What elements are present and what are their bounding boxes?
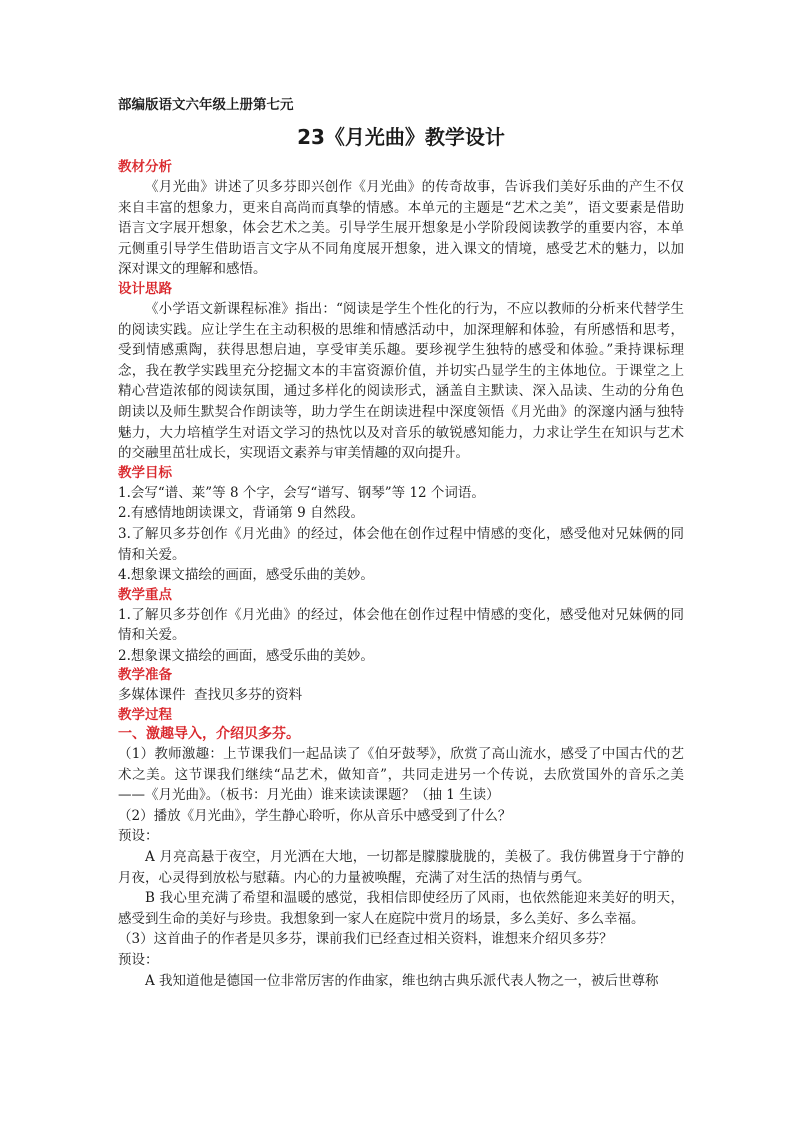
- analysis-paragraph: 《月光曲》讲述了贝多芬即兴创作《月光曲》的传奇故事，告诉我们美好乐曲的产生不仅来自丰富的想象力，更来自高尚而真挚的情感。本单元的主题是“艺术之美”，语文要素是借助语言文字展开想象，体会艺术之美。引导学生展开想象是小学阶段阅读教学的重要内容，本单元侧重引导学生借助语言文字从不同角度展开想象，进入课文的情境，感受艺术的魅力，以加深对课文的理解和感悟。: [118, 179, 684, 278]
- step-paragraph: （2）播放《月光曲》，学生静心聆听，你从音乐中感受到了什么？: [118, 807, 512, 824]
- preparation-text: 多媒体课件 查找贝多芬的资料: [118, 687, 303, 704]
- preview-label: 预设：: [118, 952, 159, 968]
- answer-paragraph: A 我知道他是德国一位非常厉害的作曲家，维也纳古典乐派代表人物之一，被后世尊称: [145, 972, 659, 989]
- step-paragraph: （3）这首曲子的作者是贝多芬，课前我们已经查过相关资料，谁想来介绍贝多芬？: [118, 931, 613, 948]
- section-heading-design: 设计思路: [118, 280, 172, 297]
- section-heading-process: 教学过程: [118, 707, 172, 724]
- step-paragraph: （1）教师激趣：上节课我们一起品读了《伯牙鼓琴》，欣赏了高山流水，感受了中国古代的艺术之美。这节课我们继续“品艺术，做知音”，共同走进另一个传说，去欣赏国外的音乐之美——《月光曲》。（板书：月光曲）谁来读读课题？（抽 1 生读）: [118, 746, 684, 804]
- goal-item: 4.想象课文描绘的画面，感受乐曲的美妙。: [118, 567, 374, 584]
- goal-item: 2.有感情地朗读课文，背诵第 9 自然段。: [118, 505, 365, 522]
- key-item: 1.了解贝多芬创作《月光曲》的经过，体会他在创作过程中情感的变化，感受他对兄妹俩的同情和关爱。: [118, 606, 684, 644]
- page-title: 23《月光曲》教学设计: [297, 125, 505, 149]
- step-heading: 一、激趣导入，介绍贝多芬。: [118, 726, 300, 743]
- section-heading-key-points: 教学重点: [118, 586, 172, 603]
- section-heading-preparation: 教学准备: [118, 667, 172, 684]
- goal-item: 1.会写“谱、莱”等 8 个字，会写“谱写、钢琴”等 12 个词语。: [118, 484, 485, 501]
- design-paragraph: 《小学语文新课程标准》指出：“阅读是学生个性化的行为，不应以教师的分析来代替学生的阅读实践。应让学生在主动积极的思维和情感活动中，加深理解和体验，有所感悟和思考，受到情感熏陶，获得思想启迪，享受审美乐趣。要珍视学生独特的感受和体验。”秉持课标理念，我在教学实践里充分挖掘文本的丰富资源价值，并切实凸显学生的主体地位。于课堂之上精心营造浓郁的阅读氛围，通过多样化的阅读形式，涵盖自主默读、深入品读、生动的分角色朗读以及师生默契合作朗读等，助力学生在朗读进程中深度领悟《月光曲》的深邃内涵与独特魅力，大力培植学生对语文学习的热忱以及对音乐的敏锐感知能力，力求让学生在知识与艺术的交融里茁壮成长，实现语文素养与审美情趣的双向提升。: [118, 300, 684, 462]
- key-item: 2.想象课文描绘的画面，感受乐曲的美妙。: [118, 647, 374, 664]
- answer-paragraph: B 我心里充满了希望和温暖的感觉，我相信即使经历了风雨，也依然能迎来美好的明天，感受到生命的美好与珍贵。我想象到一家人在庭院中赏月的场景，多么美好、多么幸福。: [118, 890, 684, 927]
- header-line: 部编版语文六年级上册第七元: [118, 97, 294, 113]
- preview-label: 预设：: [118, 828, 159, 845]
- answer-paragraph: A 月亮高悬于夜空，月光洒在大地，一切都是朦朦胧胧的，美极了。我仿佛置身于宁静的月夜，心灵得到放松与慰藉。内心的力量被唤醒，充满了对生活的热情与勇气。: [118, 849, 684, 886]
- section-heading-goals: 教学目标: [118, 464, 172, 481]
- goal-item: 3.了解贝多芬创作《月光曲》的经过，体会他在创作过程中情感的变化，感受他对兄妹俩的同情和关爱。: [118, 525, 684, 563]
- section-heading-analysis: 教材分析: [118, 159, 172, 175]
